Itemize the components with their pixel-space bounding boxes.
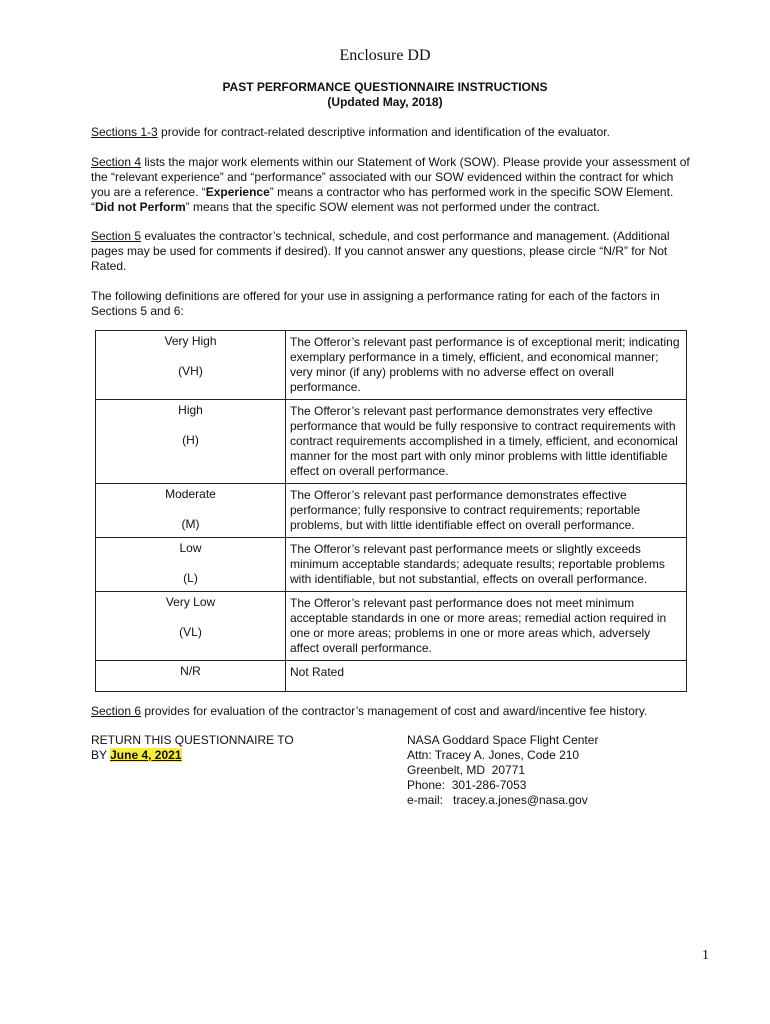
rating-abbr: (L): [183, 571, 198, 585]
rating-abbr: (VH): [178, 364, 203, 378]
table-row: [96, 538, 687, 592]
paragraph-section-4: [91, 155, 691, 215]
rating-level-cell: [96, 538, 286, 592]
rating-name: Low: [179, 541, 202, 555]
address-line-1: NASA Goddard Space Flight Center: [407, 733, 599, 747]
rating-abbr: (VL): [179, 625, 202, 639]
section-6-text: provides for evaluation of the contractor’s management of cost and award/incentive fee history.: [141, 704, 648, 718]
rating-level-cell: [96, 661, 286, 692]
section-4-text-3: ” means that the specific SOW element was not performed under the contract.: [185, 200, 600, 214]
rating-name: N/R: [180, 664, 201, 678]
rating-name: Moderate: [165, 487, 216, 501]
ratings-table: [95, 330, 687, 692]
paragraph-sections-1-3: [91, 125, 691, 140]
return-line-1: RETURN THIS QUESTIONNAIRE TO: [91, 733, 294, 747]
rating-description: The Offeror’s relevant past performance does not meet minimum acceptable standards in one or more areas; remedial action required in one or more areas; problems in one or more areas which, adversely affect overall performance.: [286, 592, 687, 661]
did-not-perform-term: Did not Perform: [95, 200, 186, 214]
enclosure-label: Enclosure DD: [339, 47, 431, 64]
table-row: [96, 400, 687, 484]
rating-level-cell: [96, 400, 286, 484]
rating-name: Very Low: [165, 595, 216, 609]
table-row: [96, 484, 687, 538]
rating-description: The Offeror’s relevant past performance demonstrates effective performance; fully responsive to contract requirements; reportable problems, but with little identifiable effect on overall performance.: [286, 484, 687, 538]
title-line-2: (Updated May, 2018): [327, 95, 443, 109]
rating-abbr: (H): [182, 433, 199, 447]
document-title: [0, 80, 770, 110]
rating-description: The Offeror’s relevant past performance demonstrates very effective performance that would be fully responsive to contract requirements with contract requirements accomplished in a timely, efficient, and economical manner for the most part with only minor problems with little identifiable effect on overall performance.: [286, 400, 687, 484]
address-phone: Phone: 301-286-7053: [407, 778, 527, 792]
rating-description: The Offeror’s relevant past performance is of exceptional merit; indicating exemplary performance in a timely, efficient, and economical manner; very minor (if any) problems with no adverse effect on overall performance.: [286, 331, 687, 400]
table-row: [96, 592, 687, 661]
table-row: [96, 661, 687, 692]
rating-level-cell: [96, 331, 286, 400]
paragraph-definitions-intro: The following definitions are offered for your use in assigning a performance rating for each of the factors in Sections 5 and 6:: [91, 289, 660, 318]
table-row: [96, 331, 687, 400]
sections-1-3-text: provide for contract-related descriptive information and identification of the evaluator.: [157, 125, 610, 139]
due-date: June 4, 2021: [110, 748, 182, 762]
title-line-1: PAST PERFORMANCE QUESTIONNAIRE INSTRUCTIONS: [222, 80, 548, 94]
return-by-label: BY: [91, 748, 111, 762]
rating-description: Not Rated: [286, 661, 687, 692]
address-email: e-mail: tracey.a.jones@nasa.gov: [407, 793, 588, 807]
rating-description: The Offeror’s relevant past performance meets or slightly exceeds minimum acceptable standards; adequate results; reportable problems with identifiable, but not substantial, effects on overall performance.: [286, 538, 687, 592]
section-5-ref: Section 5: [91, 229, 142, 243]
mailing-address: [407, 733, 687, 808]
section-4-text-2: ” means a contractor who has performed work in the specific SOW Element. “: [91, 185, 674, 214]
sections-1-3-ref: Sections 1-3: [91, 125, 158, 139]
section-5-text: evaluates the contractor’s technical, schedule, and cost performance and management. (Additional pages may be used for comments if desired). If you cannot answer any questions, please circle “N/R” for Not Rated.: [91, 229, 670, 273]
page-number: 1: [702, 948, 709, 963]
section-4-ref: Section 4: [91, 155, 142, 169]
rating-abbr: (M): [181, 517, 200, 531]
section-4-text-1: lists the major work elements within our Statement of Work (SOW). Please provide your assessment of the “relevant experience” and “performance” associated with our SOW evidenced within the contract for which you are a reference. “: [91, 155, 690, 199]
address-line-2: Attn: Tracey A. Jones, Code 210: [407, 748, 580, 762]
return-line-2: [91, 748, 331, 763]
return-instructions: [91, 733, 331, 763]
rating-name: High: [178, 403, 203, 417]
paragraph-section-6: [91, 704, 691, 719]
experience-term: Experience: [205, 185, 270, 199]
paragraph-section-5: [91, 229, 691, 274]
address-line-3: Greenbelt, MD 20771: [407, 763, 526, 777]
rating-name: Very High: [164, 334, 217, 348]
rating-level-cell: [96, 484, 286, 538]
rating-level-cell: [96, 592, 286, 661]
section-6-ref: Section 6: [91, 704, 142, 718]
